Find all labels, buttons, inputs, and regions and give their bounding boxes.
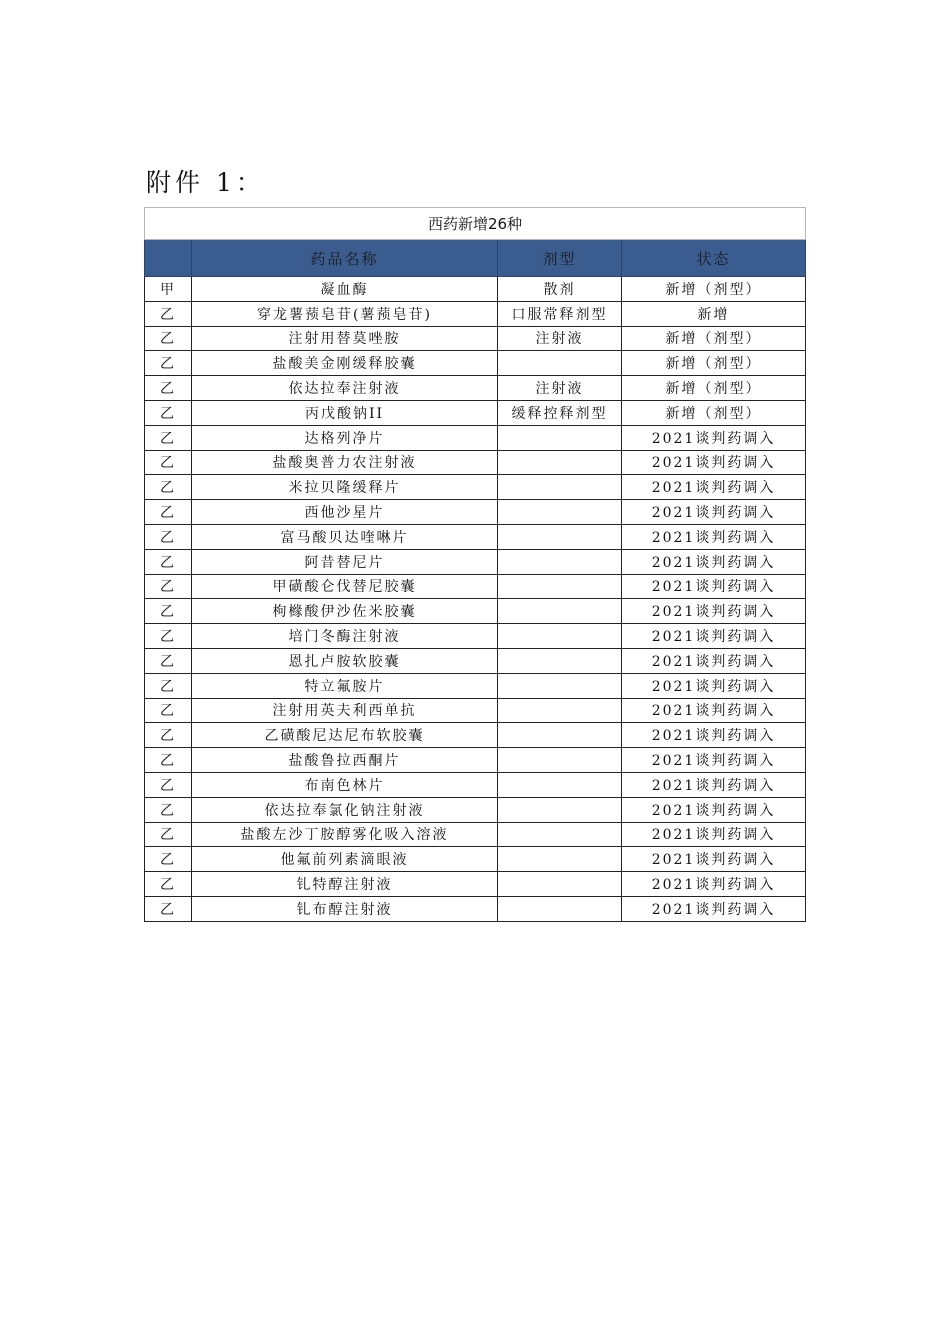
dosage-form-cell bbox=[498, 847, 622, 872]
table-row bbox=[145, 599, 806, 624]
dosage-form-cell bbox=[498, 549, 622, 574]
table-row bbox=[145, 896, 806, 921]
status-cell: 新增（剂型） bbox=[622, 376, 806, 401]
status-cell: 2021谈判药调入 bbox=[622, 624, 806, 649]
drug-name-cell: 盐酸左沙丁胺醇雾化吸入溶液 bbox=[192, 822, 498, 847]
status-cell: 2021谈判药调入 bbox=[622, 549, 806, 574]
drug-name-cell: 阿昔替尼片 bbox=[192, 549, 498, 574]
table-header-row bbox=[145, 240, 806, 277]
category-cell: 乙 bbox=[145, 872, 192, 897]
status-cell: 2021谈判药调入 bbox=[622, 723, 806, 748]
table-row bbox=[145, 624, 806, 649]
status-cell: 2021谈判药调入 bbox=[622, 797, 806, 822]
dosage-form-cell: 散剂 bbox=[498, 277, 622, 302]
category-cell: 乙 bbox=[145, 326, 192, 351]
dosage-form-cell bbox=[498, 748, 622, 773]
category-cell: 乙 bbox=[145, 797, 192, 822]
status-cell: 2021谈判药调入 bbox=[622, 648, 806, 673]
drug-name-cell: 钆特醇注射液 bbox=[192, 872, 498, 897]
status-cell: 新增 bbox=[622, 301, 806, 326]
status-cell: 2021谈判药调入 bbox=[622, 524, 806, 549]
drug-name-cell: 西他沙星片 bbox=[192, 500, 498, 525]
drug-name-cell: 凝血酶 bbox=[192, 277, 498, 302]
status-cell: 2021谈判药调入 bbox=[622, 772, 806, 797]
table-row bbox=[145, 872, 806, 897]
drug-name-cell: 盐酸美金刚缓释胶囊 bbox=[192, 351, 498, 376]
dosage-form-cell: 缓释控释剂型 bbox=[498, 400, 622, 425]
category-cell: 乙 bbox=[145, 723, 192, 748]
drug-name-cell: 乙磺酸尼达尼布软胶囊 bbox=[192, 723, 498, 748]
category-cell: 乙 bbox=[145, 822, 192, 847]
attachment-label: 附件 1： bbox=[146, 168, 265, 197]
status-cell: 2021谈判药调入 bbox=[622, 698, 806, 723]
header-dosage-form: 剂型 bbox=[498, 240, 622, 277]
table-row bbox=[145, 822, 806, 847]
table-row bbox=[145, 301, 806, 326]
status-cell: 2021谈判药调入 bbox=[622, 822, 806, 847]
dosage-form-cell: 注射液 bbox=[498, 326, 622, 351]
status-cell: 2021谈判药调入 bbox=[622, 673, 806, 698]
status-cell: 2021谈判药调入 bbox=[622, 475, 806, 500]
table-title: 西药新增26种 bbox=[145, 208, 806, 240]
category-cell: 乙 bbox=[145, 574, 192, 599]
drug-name-cell: 依达拉奉氯化钠注射液 bbox=[192, 797, 498, 822]
drug-name-cell: 培门冬酶注射液 bbox=[192, 624, 498, 649]
table-row bbox=[145, 351, 806, 376]
drug-name-cell: 特立氟胺片 bbox=[192, 673, 498, 698]
table-title-row bbox=[145, 208, 806, 240]
dosage-form-cell bbox=[498, 772, 622, 797]
status-cell: 2021谈判药调入 bbox=[622, 872, 806, 897]
drug-name-cell: 注射用英夫利西单抗 bbox=[192, 698, 498, 723]
category-cell: 乙 bbox=[145, 376, 192, 401]
category-cell: 乙 bbox=[145, 425, 192, 450]
table-row bbox=[145, 648, 806, 673]
status-cell: 2021谈判药调入 bbox=[622, 500, 806, 525]
status-cell: 2021谈判药调入 bbox=[622, 425, 806, 450]
status-cell: 2021谈判药调入 bbox=[622, 748, 806, 773]
dosage-form-cell bbox=[498, 624, 622, 649]
drug-name-cell: 恩扎卢胺软胶囊 bbox=[192, 648, 498, 673]
category-cell: 乙 bbox=[145, 698, 192, 723]
category-cell: 甲 bbox=[145, 277, 192, 302]
dosage-form-cell bbox=[498, 351, 622, 376]
table-row bbox=[145, 376, 806, 401]
table-row bbox=[145, 748, 806, 773]
table-row bbox=[145, 326, 806, 351]
table-row bbox=[145, 723, 806, 748]
status-cell: 2021谈判药调入 bbox=[622, 847, 806, 872]
category-cell: 乙 bbox=[145, 772, 192, 797]
table-row bbox=[145, 698, 806, 723]
dosage-form-cell bbox=[498, 698, 622, 723]
dosage-form-cell bbox=[498, 723, 622, 748]
table-row bbox=[145, 797, 806, 822]
category-cell: 乙 bbox=[145, 673, 192, 698]
status-cell: 新增（剂型） bbox=[622, 277, 806, 302]
drug-table bbox=[144, 207, 806, 922]
table-row bbox=[145, 475, 806, 500]
category-cell: 乙 bbox=[145, 748, 192, 773]
drug-name-cell: 达格列净片 bbox=[192, 425, 498, 450]
category-cell: 乙 bbox=[145, 450, 192, 475]
header-drug-name: 药品名称 bbox=[192, 240, 498, 277]
dosage-form-cell bbox=[498, 673, 622, 698]
category-cell: 乙 bbox=[145, 524, 192, 549]
dosage-form-cell: 注射液 bbox=[498, 376, 622, 401]
table-row bbox=[145, 673, 806, 698]
status-cell: 新增（剂型） bbox=[622, 351, 806, 376]
table-row bbox=[145, 425, 806, 450]
drug-name-cell: 盐酸奥普力农注射液 bbox=[192, 450, 498, 475]
table-row bbox=[145, 574, 806, 599]
category-cell: 乙 bbox=[145, 896, 192, 921]
dosage-form-cell bbox=[498, 574, 622, 599]
drug-name-cell: 枸橼酸伊沙佐米胶囊 bbox=[192, 599, 498, 624]
table-row bbox=[145, 450, 806, 475]
table-row bbox=[145, 847, 806, 872]
category-cell: 乙 bbox=[145, 624, 192, 649]
dosage-form-cell bbox=[498, 822, 622, 847]
table-row bbox=[145, 524, 806, 549]
table-row bbox=[145, 400, 806, 425]
dosage-form-cell bbox=[498, 872, 622, 897]
drug-name-cell: 盐酸鲁拉西酮片 bbox=[192, 748, 498, 773]
category-cell: 乙 bbox=[145, 648, 192, 673]
status-cell: 2021谈判药调入 bbox=[622, 896, 806, 921]
status-cell: 新增（剂型） bbox=[622, 400, 806, 425]
table-row bbox=[145, 549, 806, 574]
category-cell: 乙 bbox=[145, 475, 192, 500]
category-cell: 乙 bbox=[145, 400, 192, 425]
drug-name-cell: 注射用替莫唑胺 bbox=[192, 326, 498, 351]
dosage-form-cell bbox=[498, 425, 622, 450]
drug-name-cell: 富马酸贝达喹啉片 bbox=[192, 524, 498, 549]
drug-name-cell: 穿龙薯蓣皂苷(薯蓣皂苷) bbox=[192, 301, 498, 326]
drug-name-cell: 布南色林片 bbox=[192, 772, 498, 797]
category-cell: 乙 bbox=[145, 500, 192, 525]
dosage-form-cell bbox=[498, 797, 622, 822]
drug-name-cell: 钆布醇注射液 bbox=[192, 896, 498, 921]
table-row bbox=[145, 500, 806, 525]
header-status: 状态 bbox=[622, 240, 806, 277]
category-cell: 乙 bbox=[145, 599, 192, 624]
status-cell: 2021谈判药调入 bbox=[622, 450, 806, 475]
table-body bbox=[145, 277, 806, 922]
category-cell: 乙 bbox=[145, 301, 192, 326]
dosage-form-cell bbox=[498, 524, 622, 549]
dosage-form-cell bbox=[498, 599, 622, 624]
drug-name-cell: 依达拉奉注射液 bbox=[192, 376, 498, 401]
drug-name-cell: 他氟前列素滴眼液 bbox=[192, 847, 498, 872]
dosage-form-cell: 口服常释剂型 bbox=[498, 301, 622, 326]
category-cell: 乙 bbox=[145, 847, 192, 872]
status-cell: 2021谈判药调入 bbox=[622, 574, 806, 599]
dosage-form-cell bbox=[498, 500, 622, 525]
category-cell: 乙 bbox=[145, 549, 192, 574]
drug-name-cell: 丙戊酸钠II bbox=[192, 400, 498, 425]
table-row bbox=[145, 772, 806, 797]
category-cell: 乙 bbox=[145, 351, 192, 376]
dosage-form-cell bbox=[498, 475, 622, 500]
drug-name-cell: 甲磺酸仑伐替尼胶囊 bbox=[192, 574, 498, 599]
status-cell: 新增（剂型） bbox=[622, 326, 806, 351]
table-row bbox=[145, 277, 806, 302]
dosage-form-cell bbox=[498, 450, 622, 475]
status-cell: 2021谈判药调入 bbox=[622, 599, 806, 624]
dosage-form-cell bbox=[498, 896, 622, 921]
dosage-form-cell bbox=[498, 648, 622, 673]
drug-name-cell: 米拉贝隆缓释片 bbox=[192, 475, 498, 500]
header-category bbox=[145, 240, 192, 277]
